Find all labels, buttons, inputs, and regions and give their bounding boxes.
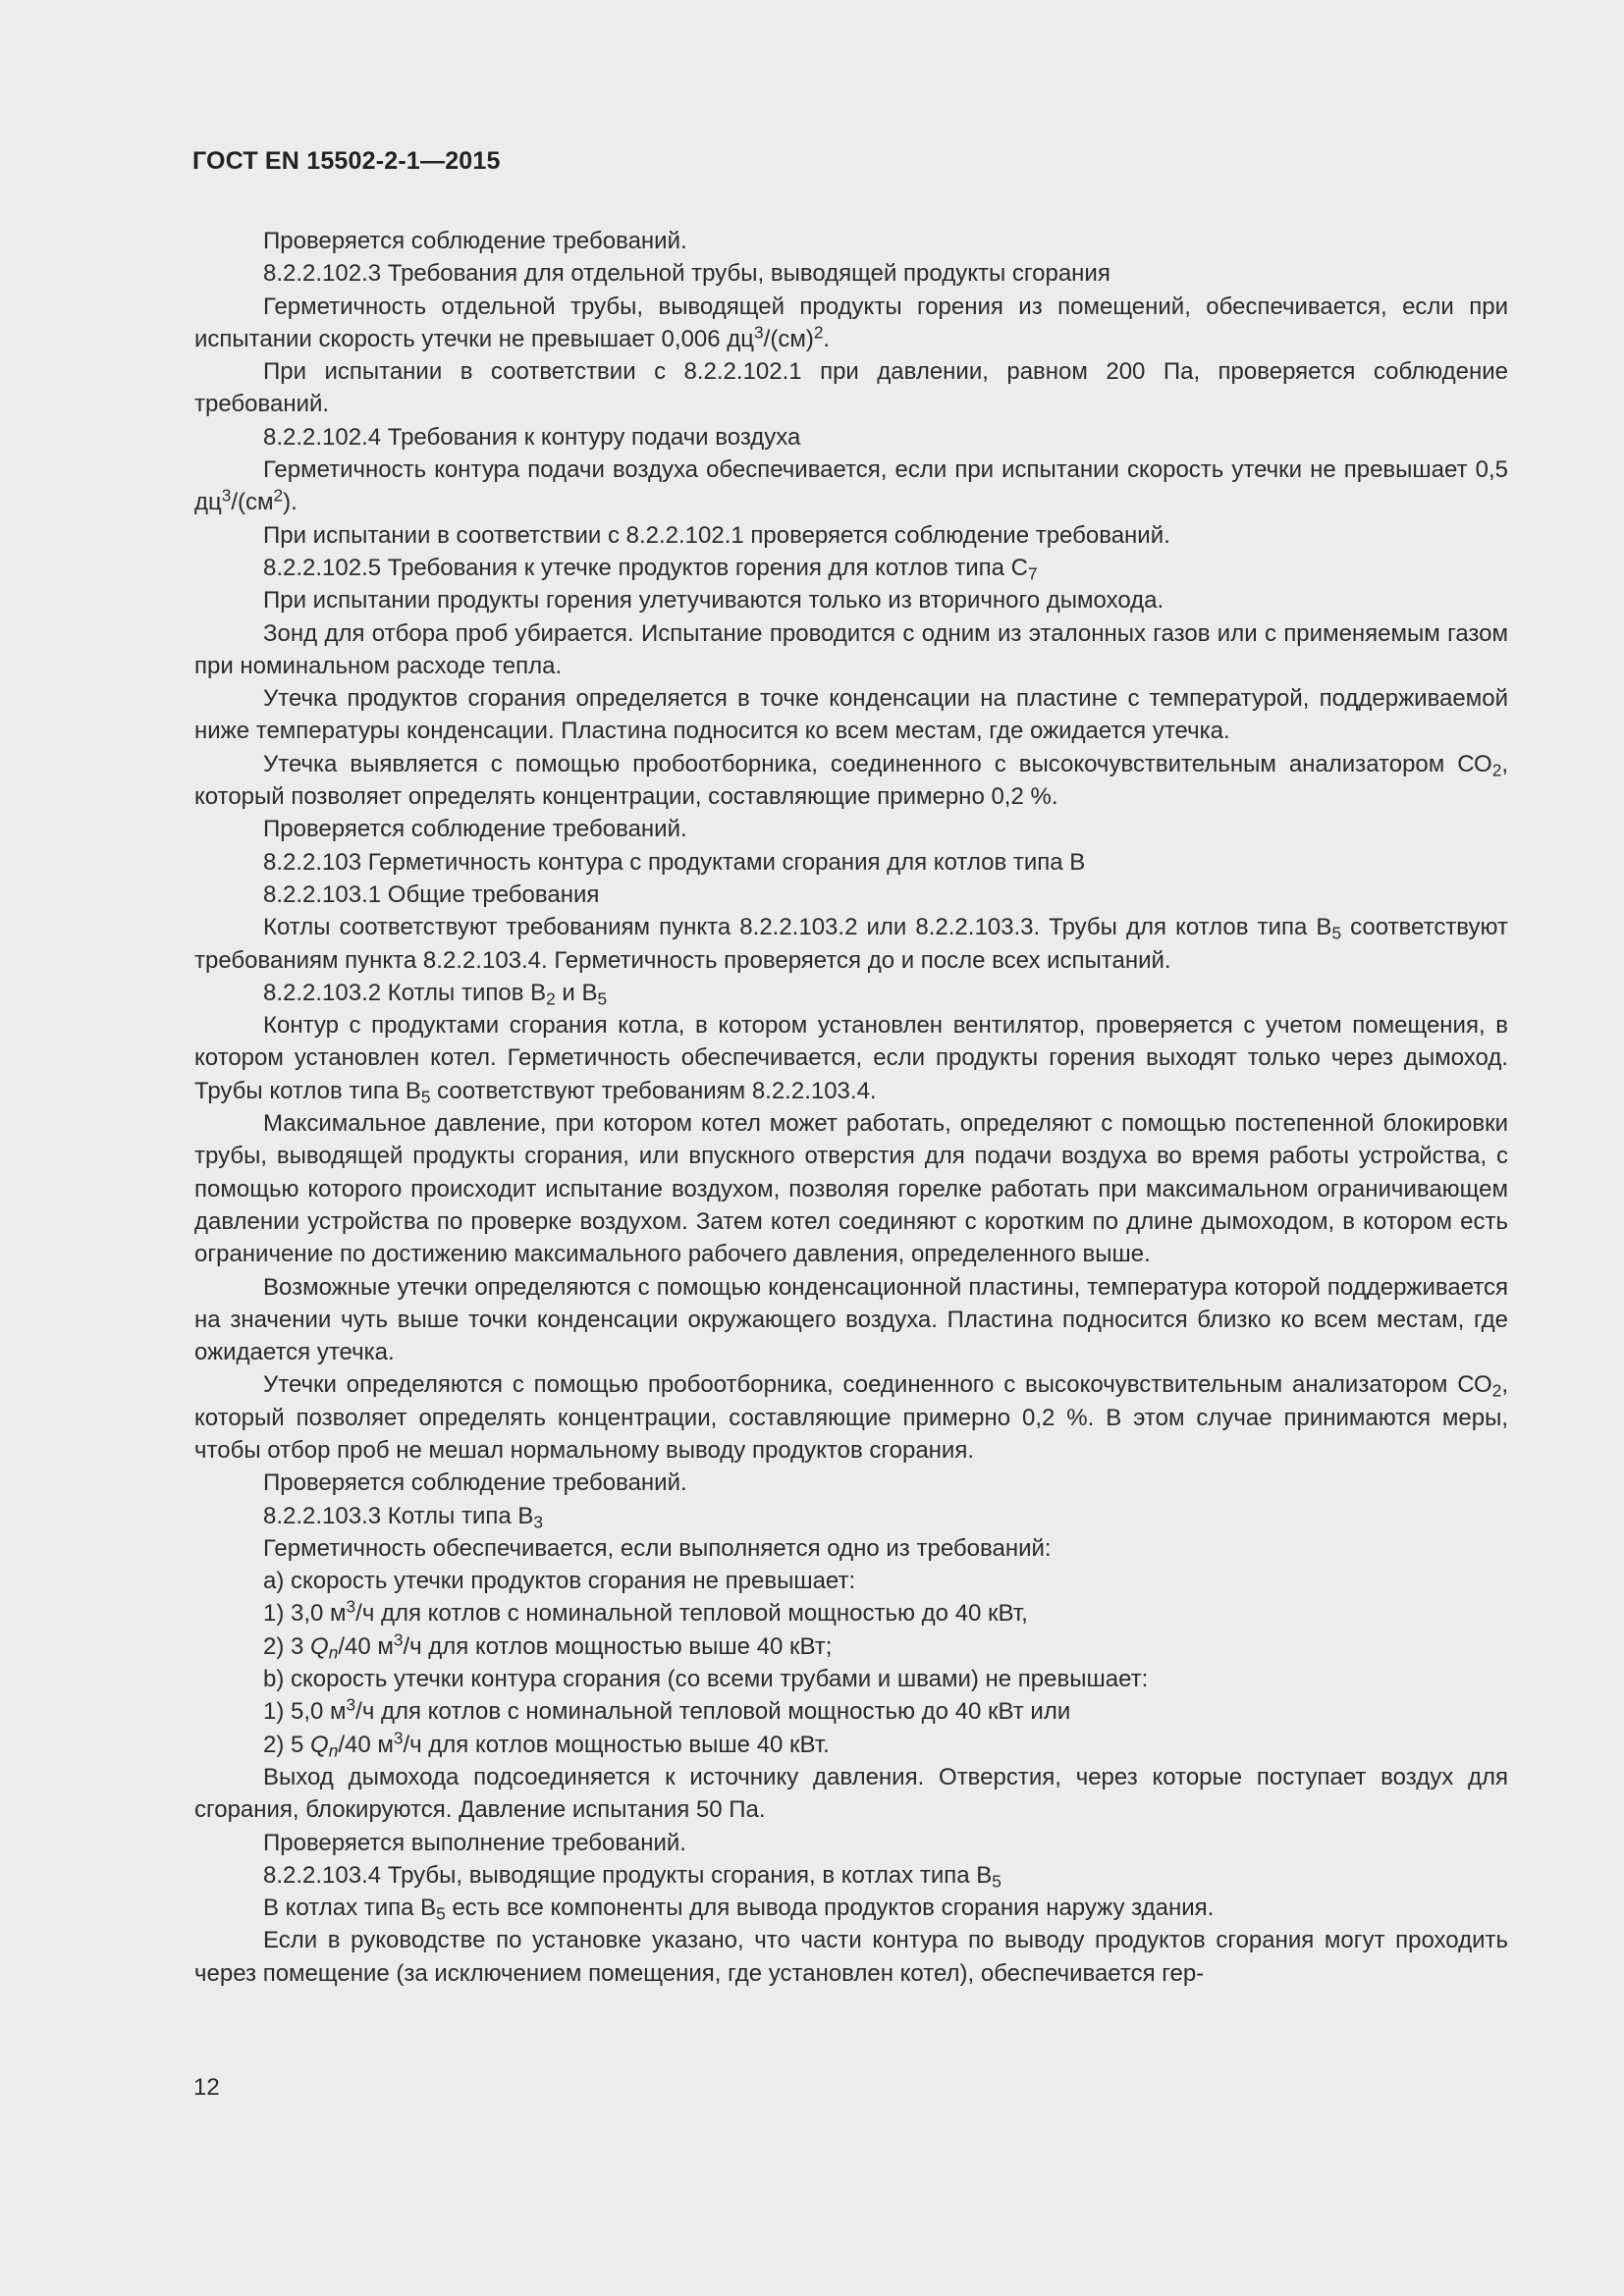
section-heading-8-2-2-102-4: 8.2.2.102.4 Требования к контуру подачи воздуха <box>263 423 801 451</box>
page-number: 12 <box>193 2074 220 2101</box>
section-heading-8-2-2-103-1: 8.2.2.103.1 Общие требования <box>263 881 600 908</box>
paragraph: Максимальное давление, при котором котел может работать, определяют с помощью постепенной блокировки трубы, выводящей продукты сгорания, или впускного отверстия для подачи воздуха во время работы устройства, с помощью которого происходит испытание воздухом, позволяя горелке работать при максимальном ограничивающем давлении устройства по проверке воздухом. Затем котел соединяют с коротким по длине дымоходом, в котором есть ограничение по достижению максимального рабочего давления, определенного выше. <box>194 1110 1508 1268</box>
paragraph: При испытании в соответствии с 8.2.2.102.1 проверяется соблюдение требований. <box>263 521 1170 549</box>
document-header: ГОСТ EN 15502-2-1—2015 <box>192 147 501 175</box>
list-item: 2) 3 $Q_n/40$ $м^3/ч$ для котлов мощностью выше 40 кВт; <box>263 1629 833 1663</box>
paragraph: Проверяется соблюдение требований. <box>263 228 687 254</box>
paragraph: Выход дымохода подсоединяется к источнику давления. Отверстия, через которые поступает воздух для сгорания, блокируются. Давление испытания 50 Па. <box>194 1763 1508 1824</box>
paragraph: Проверяется соблюдение требований. <box>263 1469 687 1497</box>
list-item: а) скорость утечки продуктов сгорания не превышает: <box>263 1568 856 1595</box>
list-item: 1) 5,0 $м^3/ч$ для котлов с номинальной тепловой мощностью до 40 кВт или <box>263 1694 1071 1726</box>
paragraph: Утечка продуктов сгорания определяется в точке конденсации на пластине с температурой, поддерживаемой ниже температуры конденсации. Пластина подносится ко всем местам, где ожидается утечка. <box>194 685 1508 745</box>
section-heading-8-2-2-103-2: 8.2.2.103.2 Котлы типов $В_2$ и $В_5$ <box>263 979 608 1009</box>
paragraph: Контур с продуктами сгорания котла, в котором установлен вентилятор, проверяется с учетом помещения, в котором установлен котел. Герметичность обеспечивается, если продукты горения выходят только через дымоход. Трубы котлов типа $В_5$ соответствуют требованиям 8.2.2.103.4. <box>194 1012 1508 1107</box>
paragraph: При испытании в соответствии с 8.2.2.102.1 при давлении, равном 200 Па, проверяется соблюдение требований. <box>194 358 1508 418</box>
document-body <box>194 225 1508 1990</box>
paragraph: При испытании продукты горения улетучиваются только из вторичного дымохода. <box>263 587 1164 614</box>
list-item: 1) 3,0 $м^3/ч$ для котлов с номинальной тепловой мощностью до 40 кВт, <box>263 1596 1028 1628</box>
section-heading-8-2-2-103-3: 8.2.2.103.3 Котлы типа $В_3$ <box>263 1502 543 1531</box>
paragraph: Утечка выявляется с помощью пробоотборника, соединенного с высокочувствительным анализатором $СО_2$, который позволяет определять концентрации, составляющие примерно 0,2 %. <box>194 750 1508 811</box>
paragraph: Утечки определяются с помощью пробоотборника, соединенного с высокочувствительным анализатором $СО_2$, который позволяет определять концентрации, составляющие примерно 0,2 %. В этом случае принимаются меры, чтобы отбор проб не мешал нормальному выводу продуктов сгорания. <box>194 1371 1508 1464</box>
paragraph: В котлах типа $В_5$ есть все компоненты для вывода продуктов сгорания наружу здания. <box>263 1895 1215 1924</box>
paragraph: Герметичность отдельной трубы, выводящей продукты горения из помещений, обеспечивается, если при испытании скорость утечки не превышает 0,006 $дц^3/(см)^2$. <box>194 293 1508 352</box>
paragraph: Герметичность обеспечивается, если выполняется одно из требований: <box>263 1534 1052 1562</box>
paragraph: Возможные утечки определяются с помощью конденсационной пластины, температура которой поддерживается на значении чуть выше точки конденсации окружающего воздуха. Пластина подносится близко ко всем местам, где ожидается утечка. <box>194 1273 1508 1366</box>
paragraph: Проверяется соблюдение требований. <box>263 816 687 843</box>
section-heading-8-2-2-102-3: 8.2.2.102.3 Требования для отдельной трубы, выводящей продукты сгорания <box>263 260 1110 288</box>
section-heading-8-2-2-102-5: 8.2.2.102.5 Требования к утечке продуктов горения для котлов типа $С_7$ <box>263 554 1038 584</box>
paragraph: Зонд для отбора проб убирается. Испытание проводится с одним из эталонных газов или с применяемым газом при номинальном расходе тепла. <box>194 619 1508 679</box>
list-item: b) скорость утечки контура сгорания (со всеми трубами и швами) не превышает: <box>263 1666 1149 1693</box>
section-heading-8-2-2-103: 8.2.2.103 Герметичность контура с продуктами сгорания для котлов типа В <box>263 848 1086 876</box>
section-heading-8-2-2-103-4: 8.2.2.103.4 Трубы, выводящие продукты сгорания, в котлах типа $В_5$ <box>263 1861 1001 1892</box>
paragraph: Котлы соответствуют требованиям пункта 8.2.2.103.2 или 8.2.2.103.3. Трубы для котлов типа $В_5$ соответствуют требованиям пункта 8.2.2.103.4. Герметичность проверяется до и после всех испытаний. <box>194 914 1508 974</box>
paragraph: Если в руководстве по установке указано, что части контура по выводу продуктов сгорания могут проходить через помещение (за исключением помещения, где установлен котел), обеспечивается гер- <box>194 1927 1508 1987</box>
paragraph: Проверяется выполнение требований. <box>263 1829 686 1856</box>
list-item: 2) 5 $Q_n/40$ $м^3/ч$ для котлов мощностью выше 40 кВт. <box>263 1728 830 1760</box>
paragraph: Герметичность контура подачи воздуха обеспечивается, если при испытании скорость утечки не превышает 0,5 $дц^3/(см^2)$. <box>194 456 1508 516</box>
